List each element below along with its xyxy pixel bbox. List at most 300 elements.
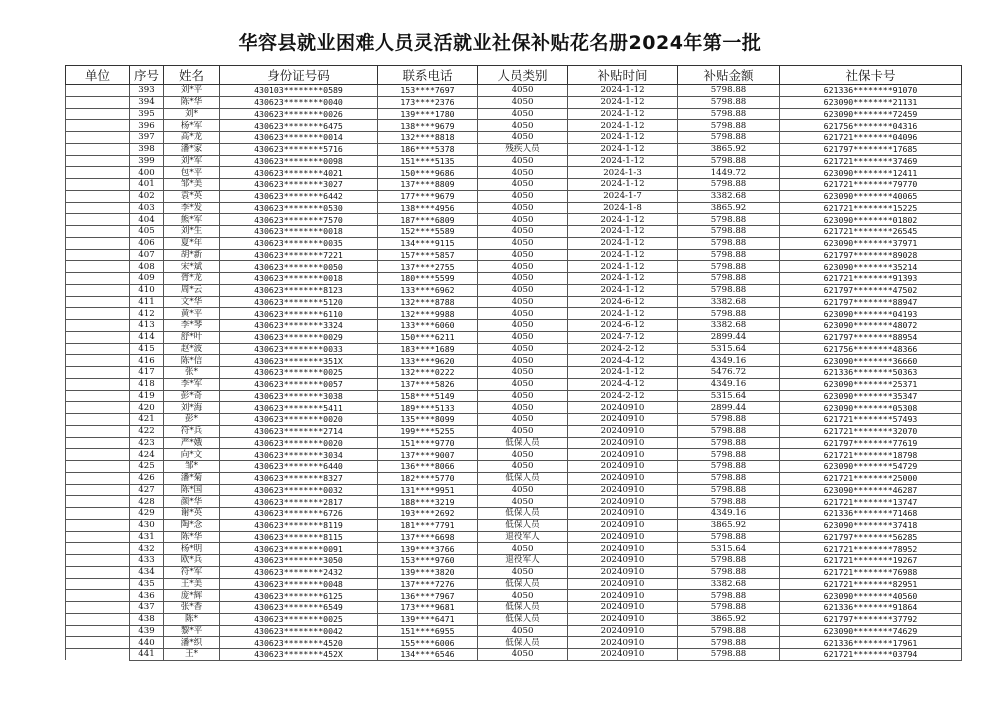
amount-cell: 5798.88 (678, 120, 780, 132)
amount-cell: 5798.88 (678, 284, 780, 296)
seq-cell: 411 (130, 296, 164, 308)
phone-cell: 181****7791 (378, 519, 478, 531)
id-cell: 430623********3324 (220, 320, 378, 332)
phone-cell: 173****2376 (378, 96, 478, 108)
time-cell: 20240910 (568, 461, 678, 473)
type-cell: 4050 (478, 566, 568, 578)
table-row (66, 167, 962, 179)
phone-cell: 153****7697 (378, 85, 478, 97)
id-cell: 430623********3027 (220, 179, 378, 191)
time-cell: 20240910 (568, 578, 678, 590)
name-cell: 周*云 (164, 284, 220, 296)
table-row (66, 249, 962, 261)
table-row (66, 508, 962, 520)
seq-cell: 401 (130, 179, 164, 191)
table-body (66, 85, 962, 661)
phone-cell: 139****1780 (378, 108, 478, 120)
unit-cell (66, 249, 130, 261)
name-cell: 陈*国 (164, 484, 220, 496)
phone-cell: 155****6006 (378, 637, 478, 649)
type-cell: 4050 (478, 649, 568, 661)
card-cell: 623090********74629 (780, 625, 962, 637)
seq-cell: 430 (130, 519, 164, 531)
id-cell: 430623********2714 (220, 425, 378, 437)
id-cell: 430623********0032 (220, 484, 378, 496)
phone-cell: 135****8099 (378, 414, 478, 426)
id-cell: 430623********3050 (220, 555, 378, 567)
phone-cell: 132****8818 (378, 132, 478, 144)
name-cell: 袁*英 (164, 190, 220, 202)
amount-cell: 3382.68 (678, 578, 780, 590)
seq-cell: 419 (130, 390, 164, 402)
unit-cell (66, 590, 130, 602)
card-cell: 621721********78952 (780, 543, 962, 555)
card-cell: 621721********79770 (780, 179, 962, 191)
id-cell: 430623********0035 (220, 237, 378, 249)
amount-cell: 3865.92 (678, 202, 780, 214)
phone-cell: 136****7967 (378, 590, 478, 602)
time-cell: 20240910 (568, 472, 678, 484)
id-cell: 430623********7221 (220, 249, 378, 261)
amount-cell: 5798.88 (678, 273, 780, 285)
unit-cell (66, 531, 130, 543)
type-cell: 残疾人员 (478, 143, 568, 155)
time-cell: 20240910 (568, 496, 678, 508)
name-cell: 胥*龙 (164, 273, 220, 285)
id-cell: 430623********6475 (220, 120, 378, 132)
unit-cell (66, 484, 130, 496)
time-cell: 20240910 (568, 449, 678, 461)
id-cell: 430623********452X (220, 649, 378, 661)
unit-cell (66, 649, 130, 661)
time-cell: 2024-1-12 (568, 179, 678, 191)
card-cell: 621336********50363 (780, 367, 962, 379)
id-cell: 430623********4021 (220, 167, 378, 179)
amount-cell: 5798.88 (678, 425, 780, 437)
seq-cell: 400 (130, 167, 164, 179)
type-cell: 4050 (478, 320, 568, 332)
type-cell: 4050 (478, 625, 568, 637)
name-cell: 陈*华 (164, 531, 220, 543)
amount-cell: 5798.88 (678, 472, 780, 484)
time-cell: 2024-1-12 (568, 273, 678, 285)
id-cell: 430623********8327 (220, 472, 378, 484)
unit-cell (66, 190, 130, 202)
name-cell: 符*军 (164, 566, 220, 578)
phone-cell: 150****6211 (378, 331, 478, 343)
unit-cell (66, 179, 130, 191)
phone-cell: 132****8788 (378, 296, 478, 308)
id-cell: 430623********6549 (220, 602, 378, 614)
type-cell: 4050 (478, 484, 568, 496)
seq-cell: 432 (130, 543, 164, 555)
id-cell: 430623********0018 (220, 226, 378, 238)
amount-cell: 5798.88 (678, 179, 780, 191)
amount-cell: 4349.16 (678, 508, 780, 520)
name-cell: 庞*辉 (164, 590, 220, 602)
card-cell: 623090********48072 (780, 320, 962, 332)
seq-cell: 415 (130, 343, 164, 355)
phone-cell: 133****6962 (378, 284, 478, 296)
phone-cell: 153****9760 (378, 555, 478, 567)
name-cell: 陈* (164, 613, 220, 625)
unit-cell (66, 132, 130, 144)
card-cell: 621797********88954 (780, 331, 962, 343)
time-cell: 20240910 (568, 531, 678, 543)
amount-cell: 5798.88 (678, 155, 780, 167)
id-cell: 430623********351X (220, 355, 378, 367)
time-cell: 20240910 (568, 613, 678, 625)
header-phone: 联系电话 (378, 66, 478, 85)
time-cell: 2024-1-12 (568, 237, 678, 249)
table-row (66, 543, 962, 555)
table-row (66, 590, 962, 602)
table-row (66, 472, 962, 484)
name-cell: 赵*波 (164, 343, 220, 355)
unit-cell (66, 320, 130, 332)
amount-cell: 4349.16 (678, 378, 780, 390)
time-cell: 2024-1-12 (568, 96, 678, 108)
unit-cell (66, 308, 130, 320)
type-cell: 低保人员 (478, 437, 568, 449)
type-cell: 4050 (478, 296, 568, 308)
card-cell: 623090********04193 (780, 308, 962, 320)
phone-cell: 151****5135 (378, 155, 478, 167)
seq-cell: 395 (130, 108, 164, 120)
table-row (66, 132, 962, 144)
time-cell: 20240910 (568, 555, 678, 567)
amount-cell: 5315.64 (678, 390, 780, 402)
amount-cell: 5798.88 (678, 437, 780, 449)
phone-cell: 138****9679 (378, 120, 478, 132)
seq-cell: 425 (130, 461, 164, 473)
seq-cell: 394 (130, 96, 164, 108)
unit-cell (66, 496, 130, 508)
seq-cell: 403 (130, 202, 164, 214)
unit-cell (66, 331, 130, 343)
table-row (66, 531, 962, 543)
table-row (66, 378, 962, 390)
phone-cell: 183****1689 (378, 343, 478, 355)
id-cell: 430623********6125 (220, 590, 378, 602)
type-cell: 低保人员 (478, 519, 568, 531)
phone-cell: 139****3820 (378, 566, 478, 578)
seq-cell: 409 (130, 273, 164, 285)
card-cell: 621721********76988 (780, 566, 962, 578)
name-cell: 文*华 (164, 296, 220, 308)
amount-cell: 5476.72 (678, 367, 780, 379)
type-cell: 低保人员 (478, 602, 568, 614)
id-cell: 430623********0020 (220, 414, 378, 426)
card-cell: 621336********91864 (780, 602, 962, 614)
table-row (66, 226, 962, 238)
phone-cell: 138****4956 (378, 202, 478, 214)
card-cell: 621336********71468 (780, 508, 962, 520)
time-cell: 20240910 (568, 566, 678, 578)
id-cell: 430623********0020 (220, 437, 378, 449)
card-cell: 621721********25000 (780, 472, 962, 484)
name-cell: 潘*家 (164, 143, 220, 155)
time-cell: 20240910 (568, 602, 678, 614)
unit-cell (66, 637, 130, 649)
phone-cell: 137****2755 (378, 261, 478, 273)
amount-cell: 5798.88 (678, 132, 780, 144)
time-cell: 2024-1-8 (568, 202, 678, 214)
seq-cell: 404 (130, 214, 164, 226)
amount-cell: 3382.68 (678, 296, 780, 308)
phone-cell: 133****6060 (378, 320, 478, 332)
type-cell: 4050 (478, 237, 568, 249)
amount-cell: 3382.68 (678, 320, 780, 332)
unit-cell (66, 261, 130, 273)
amount-cell: 2899.44 (678, 331, 780, 343)
name-cell: 邹* (164, 461, 220, 473)
amount-cell: 5798.88 (678, 484, 780, 496)
time-cell: 2024-1-7 (568, 190, 678, 202)
unit-cell (66, 155, 130, 167)
amount-cell: 5798.88 (678, 449, 780, 461)
seq-cell: 410 (130, 284, 164, 296)
type-cell: 4050 (478, 132, 568, 144)
phone-cell: 187****6809 (378, 214, 478, 226)
type-cell: 4050 (478, 261, 568, 273)
unit-cell (66, 519, 130, 531)
table-row (66, 449, 962, 461)
time-cell: 2024-4-12 (568, 378, 678, 390)
time-cell: 2024-1-12 (568, 143, 678, 155)
phone-cell: 186****5378 (378, 143, 478, 155)
table-row (66, 120, 962, 132)
unit-cell (66, 602, 130, 614)
name-cell: 杨*明 (164, 543, 220, 555)
id-cell: 430623********0029 (220, 331, 378, 343)
type-cell: 4050 (478, 461, 568, 473)
amount-cell: 3865.92 (678, 143, 780, 155)
unit-cell (66, 367, 130, 379)
phone-cell: 173****9681 (378, 602, 478, 614)
unit-cell (66, 226, 130, 238)
seq-cell: 417 (130, 367, 164, 379)
table-row (66, 296, 962, 308)
id-cell: 430623********0042 (220, 625, 378, 637)
amount-cell: 5798.88 (678, 531, 780, 543)
card-cell: 623090********35214 (780, 261, 962, 273)
phone-cell: 150****9686 (378, 167, 478, 179)
seq-cell: 440 (130, 637, 164, 649)
time-cell: 2024-1-12 (568, 132, 678, 144)
amount-cell: 5798.88 (678, 555, 780, 567)
header-time: 补贴时间 (568, 66, 678, 85)
id-cell: 430623********2817 (220, 496, 378, 508)
seq-cell: 437 (130, 602, 164, 614)
time-cell: 2024-1-12 (568, 249, 678, 261)
card-cell: 623090********46287 (780, 484, 962, 496)
unit-cell (66, 120, 130, 132)
name-cell: 谢*英 (164, 508, 220, 520)
name-cell: 欧*兵 (164, 555, 220, 567)
type-cell: 退役军人 (478, 555, 568, 567)
unit-cell (66, 343, 130, 355)
id-cell: 430623********0014 (220, 132, 378, 144)
phone-cell: 199****5255 (378, 425, 478, 437)
amount-cell: 1449.72 (678, 167, 780, 179)
type-cell: 退役军人 (478, 531, 568, 543)
type-cell: 4050 (478, 308, 568, 320)
table-row (66, 331, 962, 343)
phone-cell: 132****9988 (378, 308, 478, 320)
id-cell: 430623********0025 (220, 367, 378, 379)
table-row (66, 602, 962, 614)
phone-cell: 139****6471 (378, 613, 478, 625)
unit-cell (66, 378, 130, 390)
type-cell: 低保人员 (478, 637, 568, 649)
table-row (66, 179, 962, 191)
card-cell: 621797********37792 (780, 613, 962, 625)
unit-cell (66, 284, 130, 296)
name-cell: 刘*海 (164, 402, 220, 414)
seq-cell: 413 (130, 320, 164, 332)
name-cell: 邹*美 (164, 179, 220, 191)
card-cell: 623090********25371 (780, 378, 962, 390)
unit-cell (66, 472, 130, 484)
unit-cell (66, 555, 130, 567)
type-cell: 4050 (478, 179, 568, 191)
type-cell: 4050 (478, 425, 568, 437)
time-cell: 20240910 (568, 519, 678, 531)
time-cell: 20240910 (568, 484, 678, 496)
amount-cell: 3865.92 (678, 519, 780, 531)
id-cell: 430623********0018 (220, 273, 378, 285)
time-cell: 20240910 (568, 543, 678, 555)
name-cell: 严*娥 (164, 437, 220, 449)
table-row (66, 237, 962, 249)
table-row (66, 625, 962, 637)
name-cell: 符*兵 (164, 425, 220, 437)
seq-cell: 393 (130, 85, 164, 97)
table-row (66, 190, 962, 202)
time-cell: 2024-6-12 (568, 296, 678, 308)
table-row (66, 85, 962, 97)
amount-cell: 5798.88 (678, 308, 780, 320)
amount-cell: 5798.88 (678, 637, 780, 649)
unit-cell (66, 508, 130, 520)
phone-cell: 157****5857 (378, 249, 478, 261)
card-cell: 623090********21131 (780, 96, 962, 108)
unit-cell (66, 85, 130, 97)
time-cell: 20240910 (568, 649, 678, 661)
header-id: 身份证号码 (220, 66, 378, 85)
time-cell: 2024-1-12 (568, 261, 678, 273)
id-cell: 430623********5411 (220, 402, 378, 414)
amount-cell: 5798.88 (678, 226, 780, 238)
amount-cell: 5798.88 (678, 496, 780, 508)
card-cell: 621336********91070 (780, 85, 962, 97)
seq-cell: 433 (130, 555, 164, 567)
unit-cell (66, 202, 130, 214)
name-cell: 黎*平 (164, 625, 220, 637)
phone-cell: 151****9770 (378, 437, 478, 449)
seq-cell: 439 (130, 625, 164, 637)
card-cell: 623090********72459 (780, 108, 962, 120)
type-cell: 4050 (478, 367, 568, 379)
phone-cell: 134****9115 (378, 237, 478, 249)
card-cell: 621721********18798 (780, 449, 962, 461)
card-cell: 621721********57493 (780, 414, 962, 426)
type-cell: 4050 (478, 214, 568, 226)
unit-cell (66, 402, 130, 414)
seq-cell: 424 (130, 449, 164, 461)
table-row (66, 519, 962, 531)
amount-cell: 5798.88 (678, 590, 780, 602)
type-cell: 4050 (478, 402, 568, 414)
type-cell: 4050 (478, 120, 568, 132)
unit-cell (66, 566, 130, 578)
phone-cell: 151****6955 (378, 625, 478, 637)
card-cell: 621756********04316 (780, 120, 962, 132)
card-cell: 621797********88947 (780, 296, 962, 308)
seq-cell: 428 (130, 496, 164, 508)
type-cell: 4050 (478, 155, 568, 167)
phone-cell: 152****5589 (378, 226, 478, 238)
seq-cell: 398 (130, 143, 164, 155)
table-row (66, 461, 962, 473)
header-type: 人员类别 (478, 66, 568, 85)
name-cell: 张*香 (164, 602, 220, 614)
phone-cell: 189****5133 (378, 402, 478, 414)
type-cell: 4050 (478, 226, 568, 238)
id-cell: 430623********5716 (220, 143, 378, 155)
phone-cell: 137****7276 (378, 578, 478, 590)
time-cell: 20240910 (568, 625, 678, 637)
phone-cell: 137****8809 (378, 179, 478, 191)
card-cell: 621797********77619 (780, 437, 962, 449)
table-row (66, 566, 962, 578)
time-cell: 2024-1-12 (568, 284, 678, 296)
seq-cell: 407 (130, 249, 164, 261)
phone-cell: 182****5770 (378, 472, 478, 484)
name-cell: 刘*军 (164, 155, 220, 167)
header-name: 姓名 (164, 66, 220, 85)
id-cell: 430623********3038 (220, 390, 378, 402)
name-cell: 包*平 (164, 167, 220, 179)
name-cell: 高*龙 (164, 132, 220, 144)
phone-cell: 131****9951 (378, 484, 478, 496)
seq-cell: 420 (130, 402, 164, 414)
type-cell: 4050 (478, 355, 568, 367)
amount-cell: 5798.88 (678, 566, 780, 578)
name-cell: 陶*念 (164, 519, 220, 531)
unit-cell (66, 578, 130, 590)
time-cell: 2024-6-12 (568, 320, 678, 332)
table-row (66, 437, 962, 449)
id-cell: 430623********8123 (220, 284, 378, 296)
unit-cell (66, 390, 130, 402)
id-cell: 430623********3034 (220, 449, 378, 461)
unit-cell (66, 143, 130, 155)
amount-cell: 5798.88 (678, 461, 780, 473)
card-cell: 623090********54729 (780, 461, 962, 473)
amount-cell: 5798.88 (678, 649, 780, 661)
amount-cell: 5798.88 (678, 249, 780, 261)
card-cell: 621721********32070 (780, 425, 962, 437)
amount-cell: 5798.88 (678, 414, 780, 426)
amount-cell: 4349.16 (678, 355, 780, 367)
type-cell: 4050 (478, 284, 568, 296)
amount-cell: 5315.64 (678, 343, 780, 355)
seq-cell: 396 (130, 120, 164, 132)
time-cell: 2024-1-12 (568, 308, 678, 320)
unit-cell (66, 355, 130, 367)
